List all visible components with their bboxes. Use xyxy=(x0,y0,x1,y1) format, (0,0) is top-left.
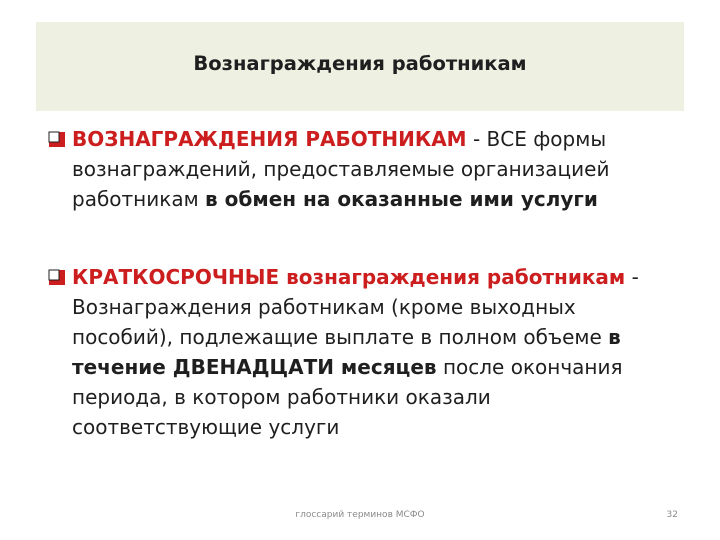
title-band xyxy=(36,22,684,111)
slide-title: Вознаграждения работникам xyxy=(193,52,527,75)
bullet-line xyxy=(48,382,688,412)
bullet-text: пособий), подлежащие выплате в полном объеме xyxy=(72,325,609,349)
page-number: 32 xyxy=(666,510,678,520)
bullet-line xyxy=(48,154,688,184)
bullet-line xyxy=(48,292,688,322)
bullet-emphasis: в обмен на оказанные ими услуги xyxy=(205,187,598,211)
bullet-employee-benefits xyxy=(48,124,688,214)
bullet-emphasis: в xyxy=(608,325,621,349)
bullet-text: соответствующие услуги xyxy=(72,415,340,439)
bullet-line xyxy=(48,352,688,382)
bullet-text: периода, в котором работники оказали xyxy=(72,385,491,409)
checkbox-bullet-icon xyxy=(48,269,66,286)
bullet-line xyxy=(48,124,688,154)
bullet-short-term-benefits xyxy=(48,262,688,442)
bullet-text: работникам xyxy=(72,187,206,211)
bullet-text: - ВСЕ формы xyxy=(466,127,607,151)
bullet-line xyxy=(48,184,688,214)
bullet-line xyxy=(48,322,688,352)
bullet-emphasis: течение ДВЕНАДЦАТИ месяцев xyxy=(72,355,437,379)
bullet-text: после окончания xyxy=(436,355,623,379)
bullet-line xyxy=(48,262,688,292)
checkbox-bullet-icon xyxy=(48,131,66,148)
bullet-term: КРАТКОСРОЧНЫЕ вознаграждения работникам xyxy=(72,265,626,289)
bullet-term: ВОЗНАГРАЖДЕНИЯ РАБОТНИКАМ xyxy=(72,127,467,151)
bullet-text: Вознаграждения работникам (кроме выходных xyxy=(72,295,576,319)
footer-caption: глоссарий терминов МСФО xyxy=(295,510,425,520)
bullet-text: вознаграждений, предоставляемые организацией xyxy=(72,157,610,181)
bullet-line xyxy=(48,412,688,442)
bullet-text: - xyxy=(625,265,639,289)
